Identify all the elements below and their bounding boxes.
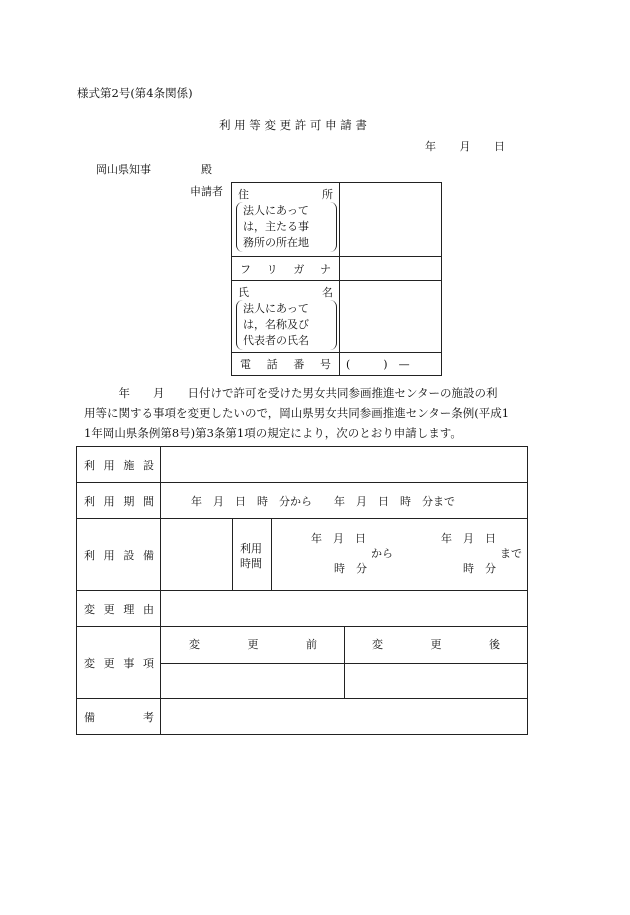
address-note: 法人にあって は，主たる事 務所の所在地: [236, 202, 337, 252]
after-header: 変 更 後: [372, 638, 500, 651]
from-suffix: から: [371, 547, 393, 560]
date-line: [425, 140, 505, 153]
period-label-cell: [77, 483, 161, 519]
equipment-label-cell: [77, 519, 161, 591]
facility-input-cell[interactable]: [161, 447, 528, 483]
main-table: [76, 446, 528, 735]
name-label: 氏 名: [238, 286, 333, 299]
form-number: 様式第2号(第4条関係): [77, 86, 193, 100]
address-label-cell: [232, 183, 340, 257]
addressee-honorific: 殿: [201, 163, 212, 176]
reason-label-cell: [77, 591, 161, 627]
remarks-label-cell: [77, 699, 161, 735]
after-input[interactable]: [345, 664, 527, 699]
reason-input-cell[interactable]: [161, 591, 528, 627]
to-time: 時 分: [463, 562, 496, 575]
applicant-table: [231, 182, 442, 376]
date-month: 月: [459, 140, 471, 153]
equipment-input-area[interactable]: [161, 519, 232, 590]
from-date: 年 月 日: [311, 532, 366, 545]
phone-label-cell: [232, 353, 340, 376]
name-label-cell: [232, 281, 340, 353]
facility-label: 利 用 施 設: [84, 458, 154, 472]
changes-label: 変 更 事 項: [84, 656, 154, 670]
address-input-cell[interactable]: [340, 183, 442, 257]
period-label: 利 用 期 間: [84, 494, 154, 508]
applicant-label: 申請者: [190, 185, 223, 198]
to-date: 年 月 日: [441, 532, 496, 545]
reason-label: 変 更 理 由: [84, 602, 154, 616]
phone-label: 電 話 番 号: [240, 358, 331, 371]
address-label: 住 所: [238, 188, 333, 201]
to-suffix: まで: [500, 547, 522, 560]
equipment-label: 利 用 設 備: [84, 548, 154, 562]
addressee-name: 岡山県知事: [96, 163, 151, 176]
date-year: 年: [425, 140, 436, 153]
equipment-cell: [161, 519, 528, 591]
changes-label-cell: [77, 627, 161, 699]
usage-time-label: 利用 時間: [240, 542, 262, 570]
remarks-label: 備 考: [84, 710, 154, 724]
furigana-input-cell[interactable]: [340, 257, 442, 281]
before-header: 変 更 前: [189, 638, 317, 651]
changes-cell: [161, 627, 528, 699]
before-input[interactable]: [161, 664, 344, 699]
body-line-2: 用等に関する事項を変更したいので，岡山県男女共同参画推進センター条例(平成1: [84, 406, 510, 420]
page-title: 利 用 等 変 更 許 可 申 請 書: [219, 118, 367, 132]
phone-value[interactable]: ( ) —: [340, 353, 442, 376]
furigana-label-cell: [232, 257, 340, 281]
name-note: 法人にあって は，名称及び 代表者の氏名: [236, 300, 337, 350]
from-time: 時 分: [334, 562, 367, 575]
facility-label-cell: [77, 447, 161, 483]
remarks-input-cell[interactable]: [161, 699, 528, 735]
body-text: [84, 383, 509, 443]
date-day: 日: [494, 140, 505, 153]
body-line-3: 1年岡山県条例第8号)第3条第1項の規定により，次のとおり申請します。: [84, 426, 462, 440]
furigana-label: フ リ ガ ナ: [240, 262, 331, 276]
name-input-cell[interactable]: [340, 281, 442, 353]
period-value[interactable]: 年 月 日 時 分から 年 月 日 時 分まで: [161, 483, 528, 519]
body-line-1: 年 月 日付けで許可を受けた男女共同参画推進センターの施設の利: [84, 386, 498, 400]
